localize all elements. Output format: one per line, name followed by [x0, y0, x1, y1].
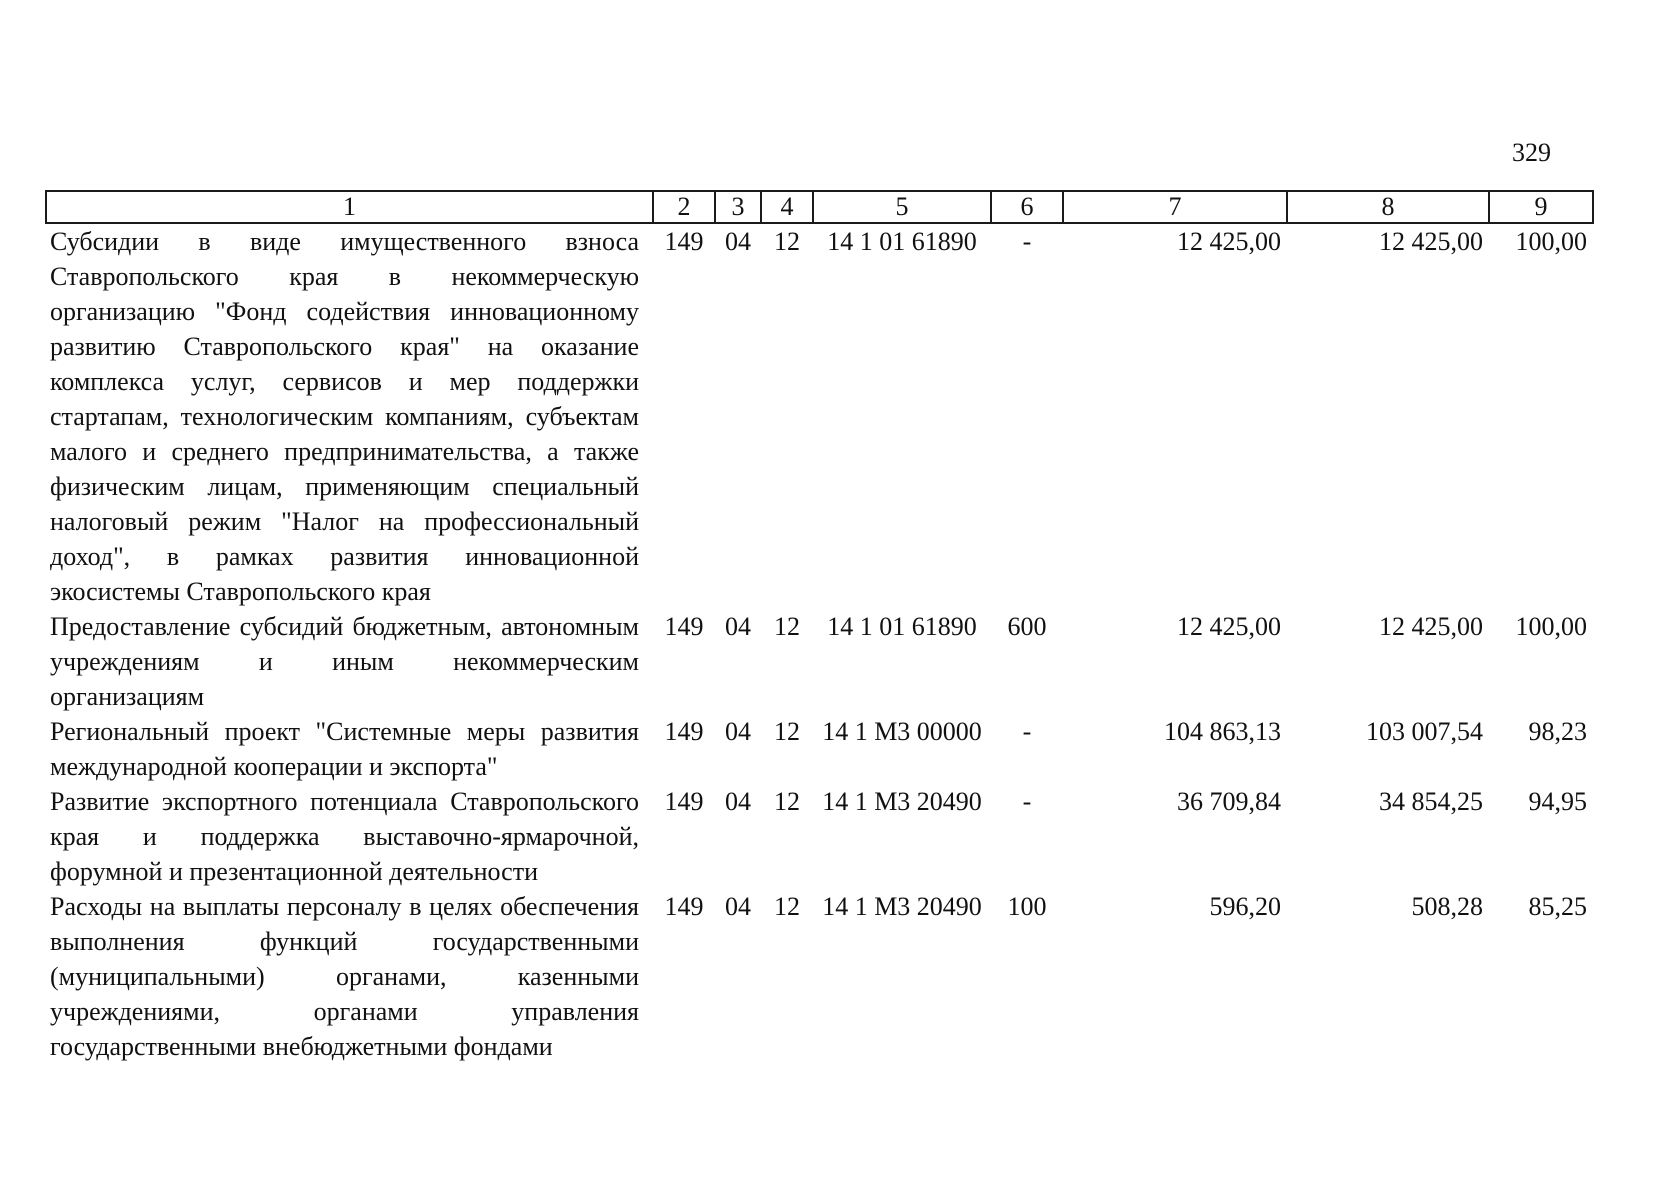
expense-type-code: -: [1022, 227, 1032, 256]
actual-amount: 103 007,54: [1366, 717, 1483, 746]
section-code: 04: [725, 227, 751, 256]
ved-code: 149: [664, 892, 704, 921]
row-name: Предоставление субсидий бюджетным, автономным учреждениям и иным некоммерческим организациям: [50, 612, 639, 711]
subsection-code: 12: [774, 612, 800, 641]
header-row: [46, 191, 1593, 223]
planned-amount: 104 863,13: [1164, 717, 1281, 746]
column-header: 9: [1489, 191, 1593, 223]
column-header: 8: [1287, 191, 1489, 223]
table-row: [46, 889, 1593, 1064]
execution-percent: 94,95: [1528, 787, 1587, 816]
subsection-code: 12: [774, 227, 800, 256]
column-header: 7: [1063, 191, 1287, 223]
section-code: 04: [725, 787, 751, 816]
column-header: 4: [761, 191, 813, 223]
row-name: Развитие экспортного потенциала Ставропольского края и поддержка выставочно-ярмарочной, форумной и презентационной деятельности: [50, 787, 639, 886]
section-code: 04: [725, 717, 751, 746]
column-header: 3: [715, 191, 761, 223]
expense-type-code: -: [1022, 717, 1032, 746]
row-name: Субсидии в виде имущественного взноса Ставропольского края в некоммерческую организацию "Фонд содействия инновационному развитию Ставропольского края" на оказание комплекса услуг, сервисов и мер поддержки стартапам, технологическим компаниям, субъектам малого и среднего предпринимательства, а также физическим лицам, применяющим специальный налоговый режим "Налог на профессиональный доход", в рамках развития инновационной экосистемы Ставропольского края: [50, 227, 639, 606]
column-header: 6: [991, 191, 1063, 223]
ved-code: 149: [664, 612, 704, 641]
table-row: [46, 609, 1593, 714]
execution-percent: 100,00: [1515, 612, 1587, 641]
target-article-code: 14 1 M3 20490: [822, 787, 982, 816]
table-row: [46, 223, 1593, 609]
table-row: [46, 714, 1593, 784]
table-header: [46, 191, 1593, 223]
expense-type-code: 100: [1007, 892, 1047, 921]
execution-percent: 100,00: [1515, 227, 1587, 256]
column-header: 5: [813, 191, 991, 223]
expense-type-code: -: [1022, 787, 1032, 816]
execution-percent: 85,25: [1528, 892, 1587, 921]
expense-type-code: 600: [1007, 612, 1047, 641]
row-name: Региональный проект "Системные меры развития международной кооперации и экспорта": [50, 717, 639, 781]
subsection-code: 12: [774, 787, 800, 816]
target-article-code: 14 1 01 61890: [827, 227, 977, 256]
actual-amount: 12 425,00: [1379, 227, 1483, 256]
budget-table: [45, 190, 1594, 1064]
actual-amount: 34 854,25: [1379, 787, 1483, 816]
table-body: [46, 223, 1593, 1064]
actual-amount: 12 425,00: [1379, 612, 1483, 641]
target-article-code: 14 1 01 61890: [827, 612, 977, 641]
target-article-code: 14 1 M3 20490: [822, 892, 982, 921]
planned-amount: 12 425,00: [1177, 227, 1281, 256]
column-header: 2: [653, 191, 715, 223]
table-row: [46, 784, 1593, 889]
planned-amount: 596,20: [1209, 892, 1281, 921]
subsection-code: 12: [774, 892, 800, 921]
target-article-code: 14 1 M3 00000: [822, 717, 982, 746]
section-code: 04: [725, 612, 751, 641]
actual-amount: 508,28: [1411, 892, 1483, 921]
subsection-code: 12: [774, 717, 800, 746]
row-name: Расходы на выплаты персоналу в целях обеспечения выполнения функций государственными (муниципальными) органами, казенными учреждениями, органами управления государственными внебюджетными фондами: [50, 892, 639, 1061]
ved-code: 149: [664, 227, 704, 256]
page-number: 329: [1512, 138, 1551, 167]
column-header: 1: [46, 191, 653, 223]
ved-code: 149: [664, 787, 704, 816]
planned-amount: 36 709,84: [1177, 787, 1281, 816]
execution-percent: 98,23: [1528, 717, 1587, 746]
ved-code: 149: [664, 717, 704, 746]
planned-amount: 12 425,00: [1177, 612, 1281, 641]
section-code: 04: [725, 892, 751, 921]
